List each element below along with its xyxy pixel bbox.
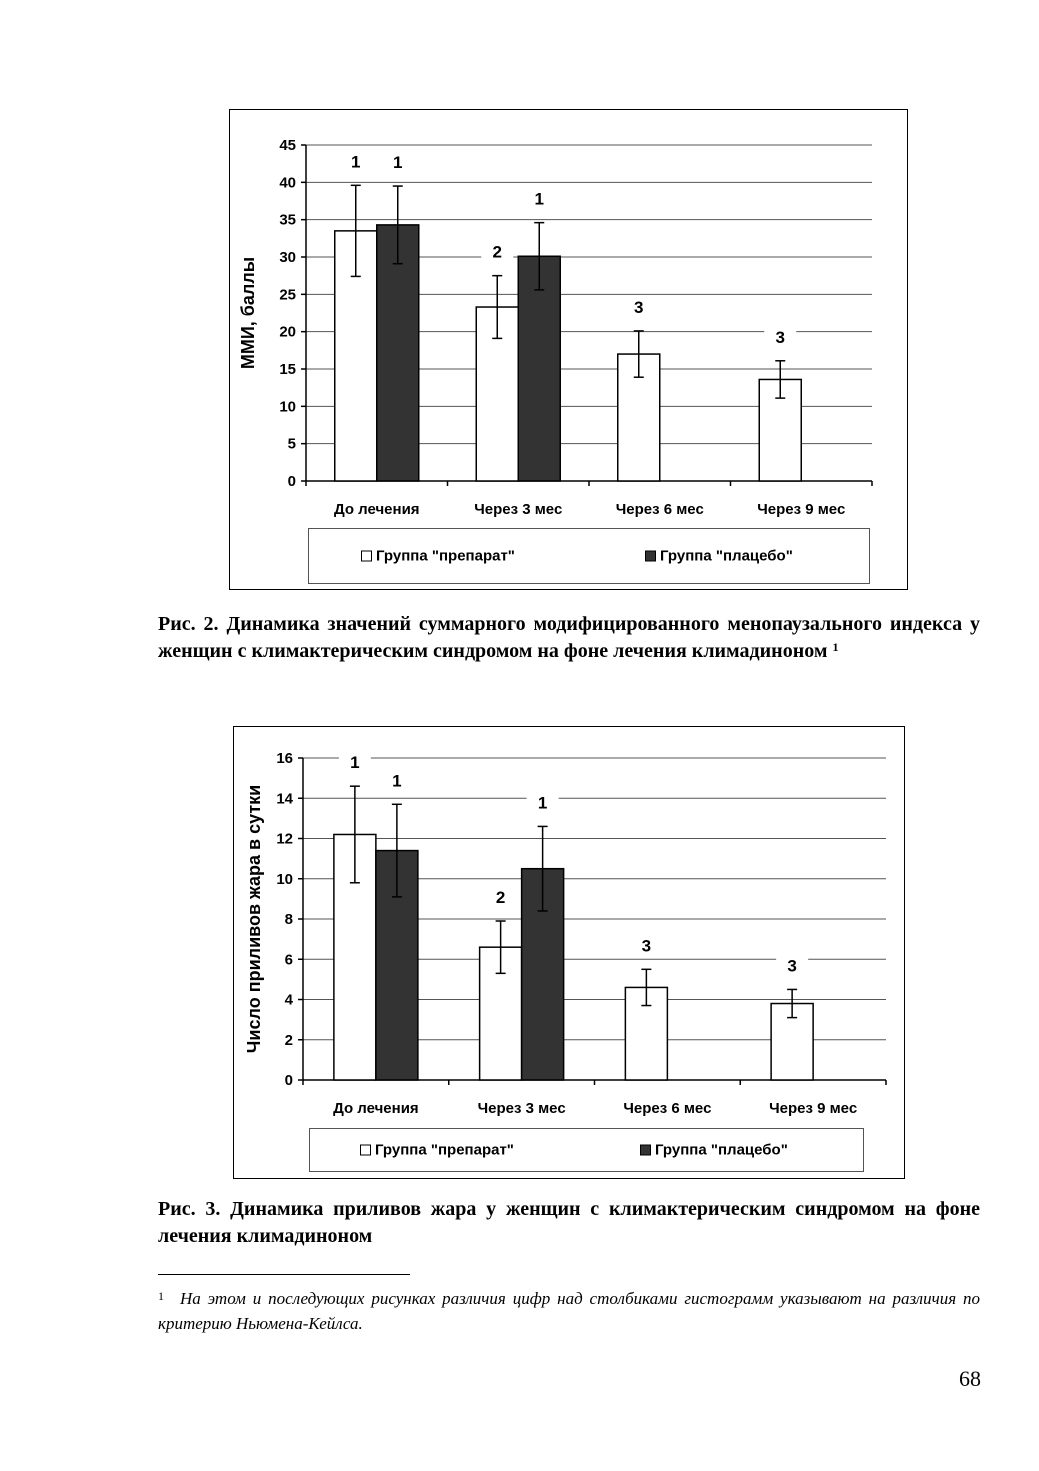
y-tick-label: 12 [276,830,293,848]
significance-label: 2 [495,888,506,908]
chart-1-plot [230,110,907,528]
y-axis-title: Число приливов жара в сутки [244,784,264,1054]
y-tick-label: 30 [279,249,296,266]
significance-label: 1 [393,153,403,173]
footnote-divider [158,1274,410,1275]
significance-label: 2 [492,242,502,262]
y-tick-label: 5 [287,435,296,453]
x-tick-label: Через 6 мес [623,1100,712,1117]
chart-figure-2 [229,109,908,590]
legend-swatch-drug [360,1144,371,1155]
legend-item-placebo [640,1142,788,1159]
chart-2-plot [234,727,904,1128]
y-tick-label: 2 [284,1031,293,1049]
y-tick-label: 40 [279,174,296,192]
significance-label: 3 [775,327,785,347]
x-tick-label: До лечения [333,1100,419,1117]
significance-label: 1 [351,152,361,172]
legend-swatch-placebo [645,550,656,561]
y-tick-label: 10 [276,870,293,888]
y-tick-label: 8 [284,911,293,928]
y-tick-label: 25 [279,286,296,304]
significance-label: 1 [392,771,402,791]
significance-label: 1 [534,189,544,209]
significance-label: 1 [537,793,548,813]
x-tick-label: Через 3 мес [477,1100,566,1117]
chart-figure-3 [233,726,905,1179]
y-tick-label: 10 [279,398,296,416]
x-tick-label: Через 9 мес [769,1100,858,1117]
y-tick-label: 16 [276,750,293,767]
x-tick-label: Через 6 мес [615,501,704,518]
legend-label-drug: Группа "препарат" [376,547,515,565]
y-tick-label: 20 [279,323,296,341]
figure-2-caption-text: Рис. 2. Динамика значений суммарного модифицированного менопаузального индекса у женщин с климактерическим синдромом на фоне лечения климадиноном [158,613,980,662]
x-tick-label: Через 9 мес [757,501,846,518]
footnote [158,1286,980,1336]
page-number: 68 [959,1366,981,1391]
figure-2-footnote-ref: 1 [832,640,839,654]
legend-item-drug [361,548,515,565]
y-axis-title: ММИ, баллы [238,256,258,370]
legend-label-placebo: Группа "плацебо" [660,547,793,565]
y-tick-label: 45 [279,137,296,154]
significance-label: 1 [350,753,360,773]
chart-2-legend [309,1128,864,1172]
x-tick-label: Через 3 мес [474,501,563,518]
y-tick-label: 15 [279,361,296,378]
legend-label-drug: Группа "препарат" [375,1141,514,1159]
y-tick-label: 35 [279,211,296,229]
figure-2-caption [158,611,980,665]
legend-swatch-placebo [640,1144,651,1155]
legend-item-drug [360,1142,514,1159]
footnote-text: На этом и последующих рисунках различия цифр над столбиками гистограмм указывают на различия по критерию Ньюмена-Кейлса. [158,1289,980,1333]
x-tick-label: До лечения [333,501,420,518]
chart-1-legend [308,528,870,584]
y-tick-label: 0 [287,473,296,490]
figure-3-caption: Рис. 3. Динамика приливов жара у женщин с климактерическим синдромом на фоне лечения климадиноном [158,1198,980,1247]
legend-swatch-drug [361,550,372,561]
significance-label: 3 [641,936,652,956]
footnote-mark: 1 [158,1289,164,1303]
significance-label: 3 [634,297,644,317]
significance-label: 3 [787,956,797,976]
y-tick-label: 0 [284,1072,293,1089]
y-tick-label: 14 [276,790,293,808]
legend-item-placebo [645,548,793,565]
y-tick-label: 4 [284,991,293,1009]
y-tick-label: 6 [284,951,293,969]
legend-label-placebo: Группа "плацебо" [655,1141,788,1159]
